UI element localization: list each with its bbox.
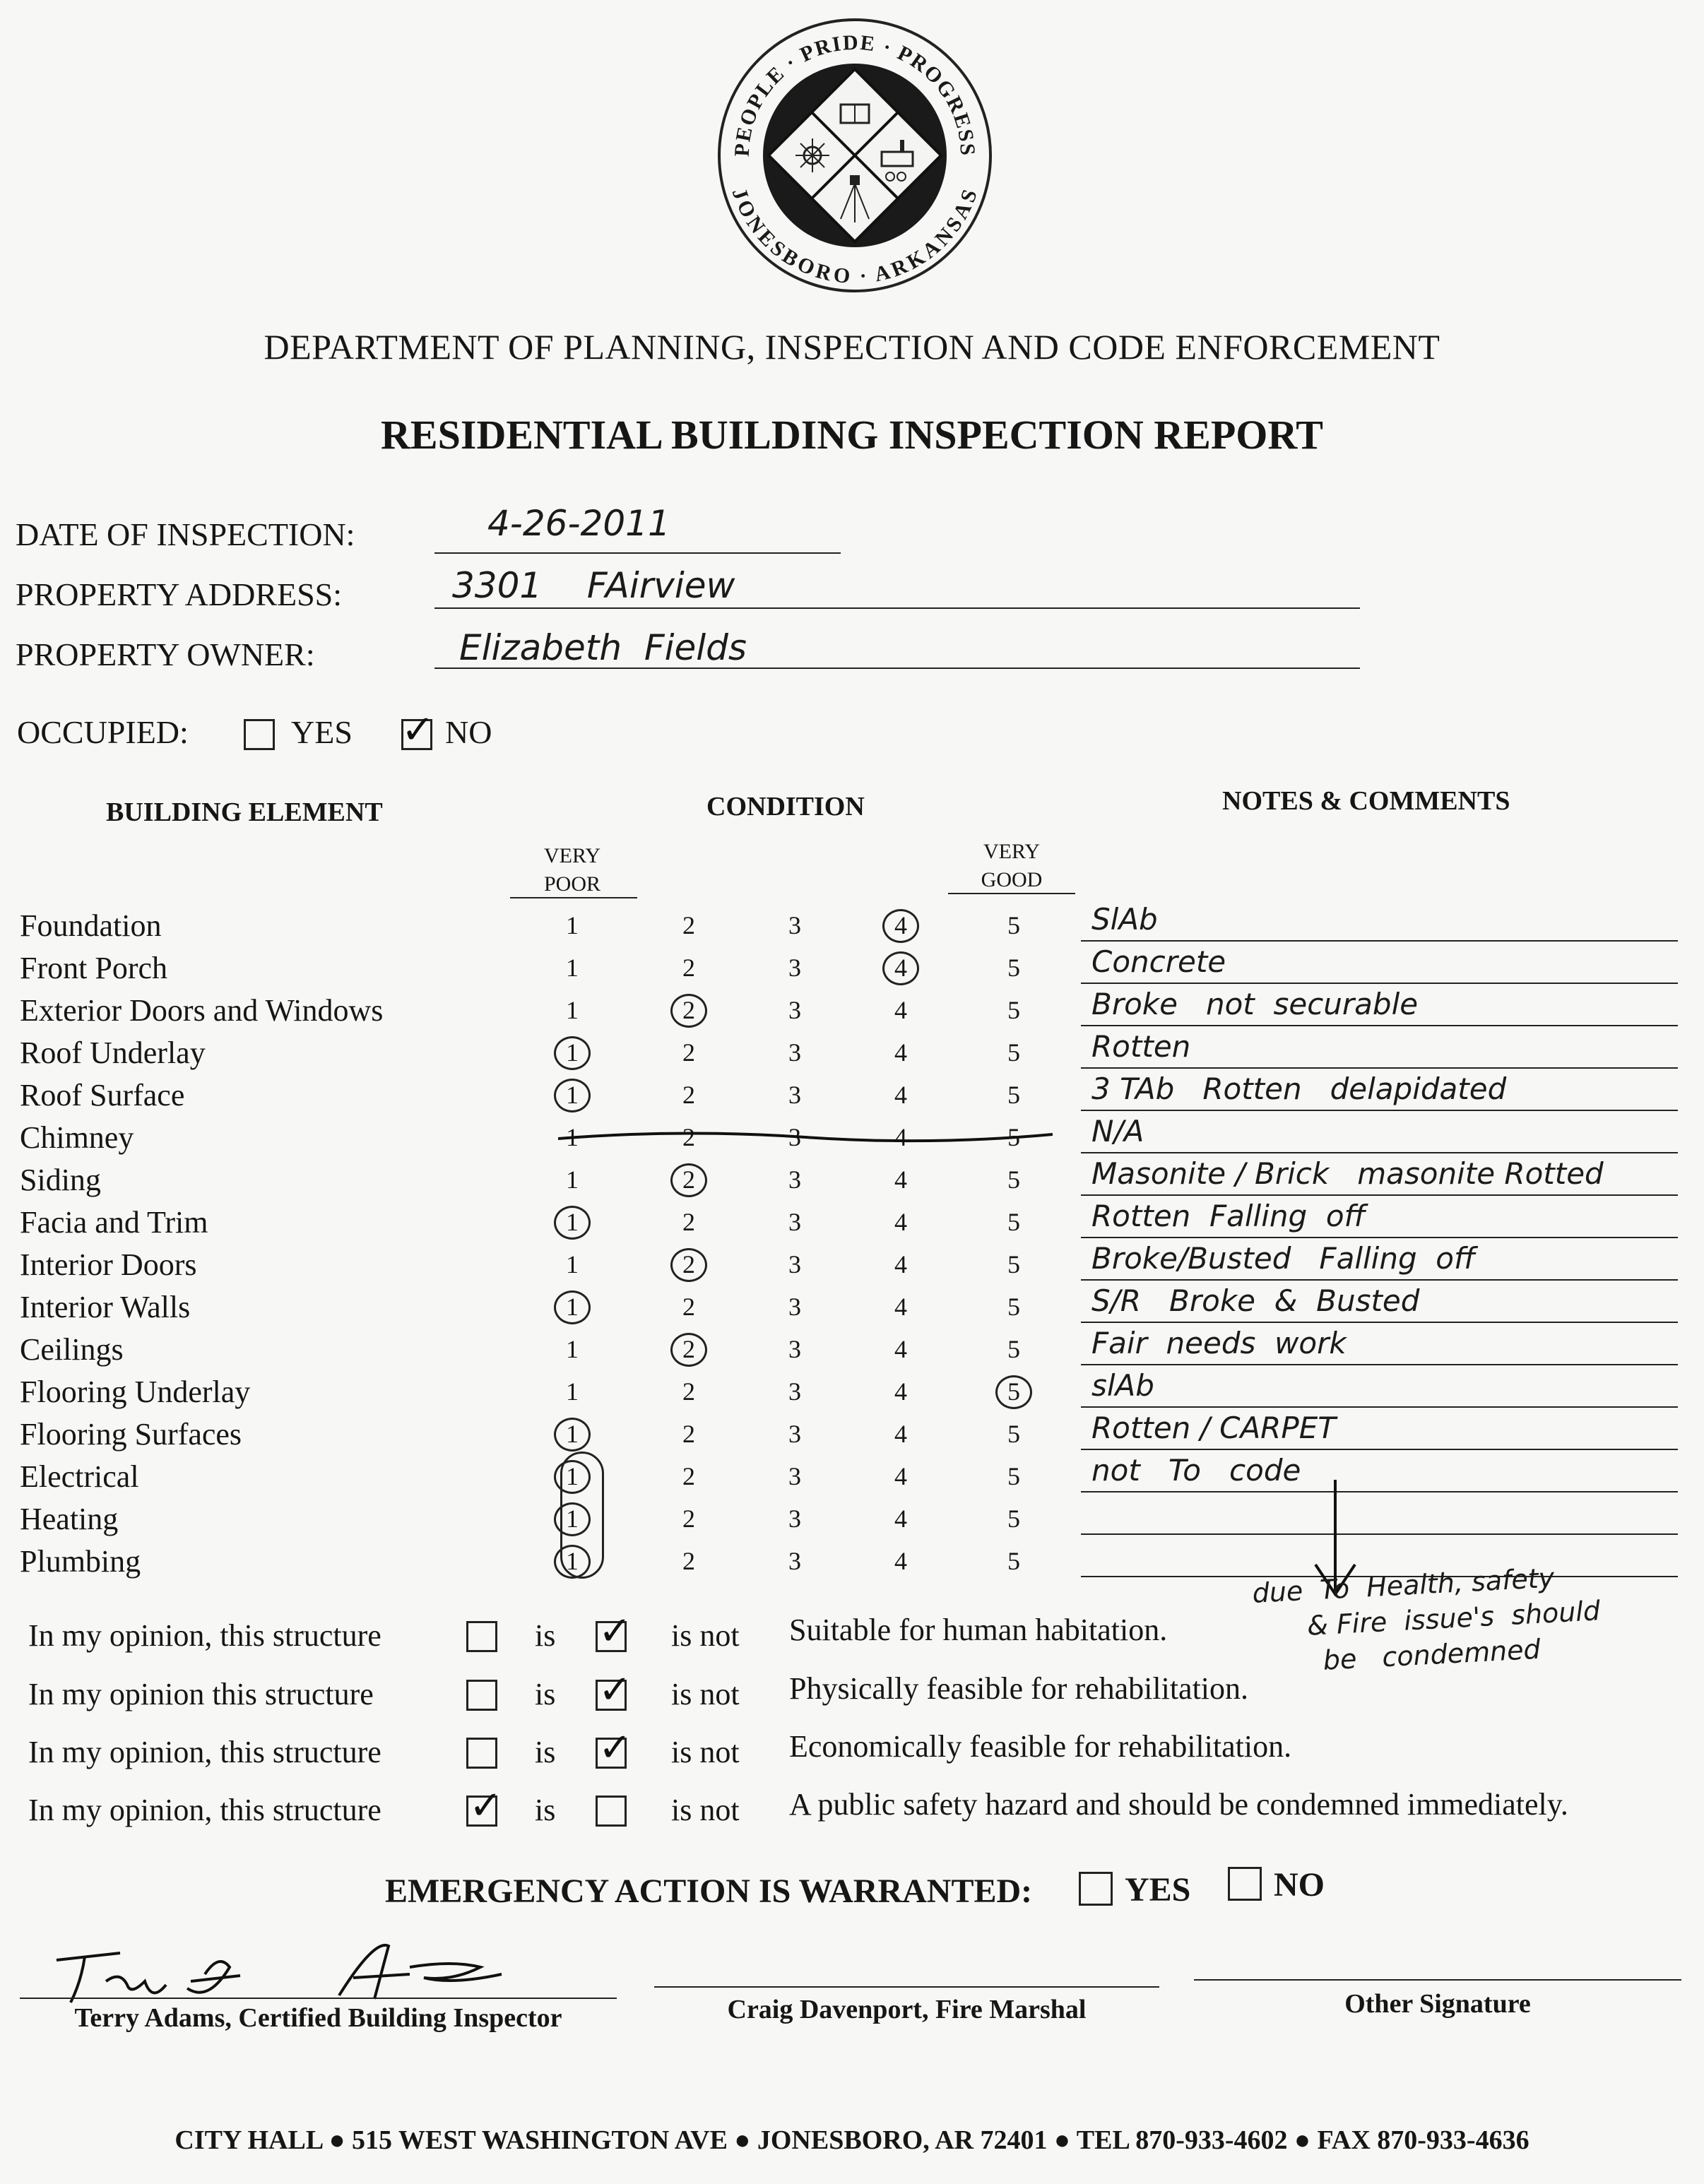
selected-rating-circle [670,1248,707,1282]
emergency-yes-checkbox[interactable] [1079,1872,1113,1906]
rating-option-roof-surface-2[interactable]: 2 [682,1081,695,1109]
rating-option-heating-4[interactable]: 4 [894,1505,907,1533]
rating-option-chimney-3[interactable]: 3 [788,1123,801,1151]
rating-option-interior-doors-2[interactable]: 2 [682,1250,695,1278]
rating-option-plumbing-3[interactable]: 3 [788,1547,801,1575]
element-label-roof-surface: Roof Surface [20,1078,185,1112]
rating-option-foundation-5[interactable]: 5 [1007,911,1020,939]
opinion-is-not-checkbox[interactable] [596,1796,627,1827]
rating-option-heating-1[interactable]: 1 [566,1505,579,1533]
date-underline [434,552,841,554]
element-label-chimney: Chimney [20,1120,134,1155]
element-label-plumbing: Plumbing [20,1544,141,1579]
rating-option-roof-surface-3[interactable]: 3 [788,1081,801,1109]
rating-option-flooring-underlay-5[interactable]: 5 [1007,1377,1020,1406]
note-underline [1081,1491,1678,1492]
rating-option-electrical-3[interactable]: 3 [788,1462,801,1490]
rating-bracket-oval [560,1452,604,1579]
condemn-side-note: due To Health, safety & Fire issue's should be condemned [1251,1562,1602,1676]
emergency-no-checkbox[interactable] [1228,1867,1262,1901]
date-label: DATE OF INSPECTION: [16,516,355,552]
rating-option-siding-1[interactable]: 1 [566,1165,579,1194]
rating-option-roof-underlay-2[interactable]: 2 [682,1038,695,1067]
rating-option-ceilings-2[interactable]: 2 [682,1335,695,1363]
rating-option-foundation-1[interactable]: 1 [566,911,579,939]
element-label-electrical: Electrical [20,1459,139,1494]
note-chimney[interactable]: N/A [1091,1114,1144,1149]
seal-top-text: PEOPLE · PRIDE · PROGRESS [730,30,980,158]
rating-option-plumbing-4[interactable]: 4 [894,1547,907,1575]
note-foundation[interactable]: SlAb [1091,902,1158,937]
rating-option-interior-doors-5[interactable]: 5 [1007,1250,1020,1278]
seal-bottom-text: JONESBORO · ARKANSAS [727,185,983,289]
note-electrical[interactable]: not To code [1091,1453,1301,1488]
rating-option-interior-walls-2[interactable]: 2 [682,1293,695,1321]
opinion-is-checkbox[interactable] [466,1738,497,1769]
opinion-is-not-label: is not [671,1793,740,1827]
rating-option-plumbing-2[interactable]: 2 [682,1547,695,1575]
opinion-is-label: is [535,1793,556,1827]
rating-option-plumbing-5[interactable]: 5 [1007,1547,1020,1575]
rating-option-chimney-4[interactable]: 4 [894,1123,907,1151]
rating-option-front-porch-4[interactable]: 4 [894,954,907,982]
selected-rating-circle [554,1290,591,1324]
selected-rating-circle [554,1079,591,1112]
address-underline [434,607,1360,609]
note-roof-underlay[interactable]: Rotten [1091,1029,1191,1064]
very-poor-underline [510,897,637,898]
note-underline [1081,1237,1678,1238]
emergency-label: EMERGENCY ACTION IS WARRANTED: [385,1873,1033,1910]
note-front-porch[interactable]: Concrete [1091,944,1226,979]
opinion-prefix: In my opinion, this structure [28,1735,381,1769]
rating-option-siding-2[interactable]: 2 [682,1165,695,1194]
address-label: PROPERTY ADDRESS: [16,576,343,612]
rating-option-front-porch-2[interactable]: 2 [682,954,695,982]
selected-rating-circle [670,994,707,1028]
rating-option-exterior-doors-and-windows-3[interactable]: 3 [788,996,801,1024]
building-element-heading: BUILDING ELEMENT [106,797,383,827]
element-label-facia-and-trim: Facia and Trim [20,1205,208,1240]
fire-marshal-signature-label: Craig Davenport, Fire Marshal [727,1995,1087,2024]
rating-option-roof-underlay-3[interactable]: 3 [788,1038,801,1067]
rating-option-ceilings-5[interactable]: 5 [1007,1335,1020,1363]
rating-option-roof-underlay-4[interactable]: 4 [894,1038,907,1067]
note-roof-surface[interactable]: 3 TAb Rotten delapidated [1091,1072,1507,1106]
note-underline [1081,940,1678,942]
rating-option-plumbing-1[interactable]: 1 [566,1547,579,1575]
note-siding[interactable]: Masonite / Brick masonite Rotted [1091,1156,1604,1191]
city-hall-footer: CITY HALL ● 515 WEST WASHINGTON AVE ● JONESBORO, AR 72401 ● TEL 870-933-4602 ● FAX 870-933-4636 [174,2125,1530,2155]
occupied-yes-label: YES [291,714,353,750]
note-facia-and-trim[interactable]: Rotten Falling off [1091,1199,1366,1233]
opinion-checkmark-icon: ✓ [598,1726,632,1770]
rating-option-siding-4[interactable]: 4 [894,1165,907,1194]
rating-option-interior-walls-3[interactable]: 3 [788,1293,801,1321]
rating-option-facia-and-trim-3[interactable]: 3 [788,1208,801,1236]
opinion-is-not-label: is not [671,1618,740,1653]
other-signature-label: Other Signature [1344,1989,1531,2019]
rating-option-exterior-doors-and-windows-5[interactable]: 5 [1007,996,1020,1024]
opinion-is-checkbox[interactable] [466,1680,497,1711]
occupied-no-checkmark-icon: ✓ [401,708,434,752]
opinion-is-not-label: is not [671,1677,740,1711]
rating-option-roof-surface-5[interactable]: 5 [1007,1081,1020,1109]
chimney-strike-line [558,1123,1053,1151]
note-underline [1081,1194,1678,1196]
very-poor-label: VERY POOR [543,844,601,896]
rating-option-chimney-2[interactable]: 2 [682,1123,695,1151]
rating-option-facia-and-trim-1[interactable]: 1 [566,1208,579,1236]
rating-option-flooring-surfaces-3[interactable]: 3 [788,1420,801,1448]
rating-option-roof-surface-1[interactable]: 1 [566,1081,579,1109]
rating-option-ceilings-1[interactable]: 1 [566,1335,579,1363]
rating-option-exterior-doors-and-windows-1[interactable]: 1 [566,996,579,1024]
rating-option-siding-5[interactable]: 5 [1007,1165,1020,1194]
occupied-no-label: NO [445,714,492,750]
rating-option-flooring-surfaces-2[interactable]: 2 [682,1420,695,1448]
opinion-statement: Suitable for human habitation. [789,1613,1168,1647]
rating-option-heating-2[interactable]: 2 [682,1505,695,1533]
rating-option-flooring-underlay-3[interactable]: 3 [788,1377,801,1406]
element-label-foundation: Foundation [20,908,162,943]
inspector-signature-label: Terry Adams, Certified Building Inspector [74,2003,562,2033]
rating-option-front-porch-3[interactable]: 3 [788,954,801,982]
rating-option-foundation-3[interactable]: 3 [788,911,801,939]
note-underline [1081,1449,1678,1450]
rating-option-interior-walls-4[interactable]: 4 [894,1293,907,1321]
opinion-checkmark-icon: ✓ [598,1610,632,1654]
rating-option-foundation-2[interactable]: 2 [682,911,695,939]
opinion-is-checkbox[interactable] [466,1621,497,1652]
rating-option-foundation-4[interactable]: 4 [894,911,907,939]
opinion-is-label: is [535,1677,556,1711]
selected-rating-circle [554,1206,591,1240]
selected-rating-circle [554,1036,591,1070]
element-label-flooring-underlay: Flooring Underlay [20,1375,251,1409]
very-good-underline [948,893,1075,894]
rating-option-electrical-1[interactable]: 1 [566,1462,579,1490]
date-value[interactable]: 4-26-2011 [487,503,670,544]
selected-rating-circle [554,1418,591,1452]
element-label-roof-underlay: Roof Underlay [20,1035,206,1070]
rating-option-roof-underlay-1[interactable]: 1 [566,1038,579,1067]
rating-option-exterior-doors-and-windows-4[interactable]: 4 [894,996,907,1024]
rating-option-siding-3[interactable]: 3 [788,1165,801,1194]
rating-option-interior-doors-1[interactable]: 1 [566,1250,579,1278]
selected-rating-circle [995,1375,1032,1409]
element-label-front-porch: Front Porch [20,951,167,985]
note-underline [1081,1067,1678,1069]
rating-option-electrical-2[interactable]: 2 [682,1462,695,1490]
note-interior-walls[interactable]: S/R Broke & Busted [1091,1283,1420,1318]
element-label-interior-walls: Interior Walls [20,1290,191,1324]
note-underline [1081,1364,1678,1365]
rating-option-roof-surface-4[interactable]: 4 [894,1081,907,1109]
notes-heading: NOTES & COMMENTS [1222,786,1510,816]
selected-rating-circle [670,1333,707,1367]
city-seal-logo [714,14,996,297]
department-heading: DEPARTMENT OF PLANNING, INSPECTION AND CODE ENFORCEMENT [264,327,1440,367]
selected-rating-circle [882,951,919,985]
occupied-label: OCCUPIED: [17,714,189,750]
rating-option-interior-doors-3[interactable]: 3 [788,1250,801,1278]
selected-rating-circle [670,1163,707,1197]
rating-option-flooring-underlay-4[interactable]: 4 [894,1377,907,1406]
rating-option-flooring-surfaces-4[interactable]: 4 [894,1420,907,1448]
rating-option-heating-3[interactable]: 3 [788,1505,801,1533]
rating-option-facia-and-trim-5[interactable]: 5 [1007,1208,1020,1236]
note-underline [1081,1152,1678,1153]
rating-option-ceilings-4[interactable]: 4 [894,1335,907,1363]
rating-option-roof-underlay-5[interactable]: 5 [1007,1038,1020,1067]
rating-option-interior-walls-5[interactable]: 5 [1007,1293,1020,1321]
emergency-no-label: NO [1274,1866,1325,1904]
very-good-label: VERY GOOD [981,840,1043,891]
opinion-checkmark-icon: ✓ [469,1784,502,1828]
rating-option-interior-doors-4[interactable]: 4 [894,1250,907,1278]
rating-option-flooring-underlay-2[interactable]: 2 [682,1377,695,1406]
rating-option-electrical-4[interactable]: 4 [894,1462,907,1490]
opinion-statement: Physically feasible for rehabilitation. [789,1671,1249,1706]
rating-option-facia-and-trim-4[interactable]: 4 [894,1208,907,1236]
opinion-is-label: is [535,1618,556,1653]
opinion-checkmark-icon: ✓ [598,1668,632,1712]
note-underline [1081,1025,1678,1026]
emergency-yes-label: YES [1125,1871,1191,1909]
owner-label: PROPERTY OWNER: [16,636,315,672]
element-label-exterior-doors-and-windows: Exterior Doors and Windows [20,993,384,1028]
note-flooring-underlay[interactable]: slAb [1091,1368,1154,1403]
rating-option-front-porch-5[interactable]: 5 [1007,954,1020,982]
note-underline [1081,1406,1678,1408]
rating-option-exterior-doors-and-windows-2[interactable]: 2 [682,996,695,1024]
rating-option-electrical-5[interactable]: 5 [1007,1462,1020,1490]
rating-option-chimney-5[interactable]: 5 [1007,1123,1020,1151]
note-underline [1081,1533,1678,1535]
rating-option-facia-and-trim-2[interactable]: 2 [682,1208,695,1236]
note-underline [1081,1279,1678,1281]
opinion-prefix: In my opinion this structure [28,1677,374,1711]
rating-option-ceilings-3[interactable]: 3 [788,1335,801,1363]
note-ceilings[interactable]: Fair needs work [1091,1326,1347,1360]
rating-option-interior-walls-1[interactable]: 1 [566,1293,579,1321]
note-interior-doors[interactable]: Broke/Busted Falling off [1091,1241,1476,1276]
owner-value[interactable]: Elizabeth Fields [459,627,747,668]
note-underline [1081,983,1678,984]
note-exterior-doors-and-windows[interactable]: Broke not securable [1091,987,1419,1021]
note-underline [1081,1322,1678,1323]
rating-option-chimney-1[interactable]: 1 [566,1123,579,1151]
other-signature-line [1194,1979,1681,1981]
fire-marshal-signature-line [654,1986,1159,1988]
selected-rating-circle [882,909,919,943]
element-label-flooring-surfaces: Flooring Surfaces [20,1417,242,1452]
element-label-ceilings: Ceilings [20,1332,124,1367]
note-underline [1081,1110,1678,1111]
rating-option-heating-5[interactable]: 5 [1007,1505,1020,1533]
opinion-is-label: is [535,1735,556,1769]
element-label-interior-doors: Interior Doors [20,1247,197,1282]
element-label-siding: Siding [20,1163,101,1197]
condition-heading: CONDITION [706,792,865,821]
rating-option-front-porch-1[interactable]: 1 [566,954,579,982]
rating-option-flooring-underlay-1[interactable]: 1 [566,1377,579,1406]
inspector-signature-line [20,1998,617,1999]
report-title: RESIDENTIAL BUILDING INSPECTION REPORT [381,412,1323,458]
address-value[interactable]: 3301 FAirview [452,565,735,606]
opinion-statement: A public safety hazard and should be condemned immediately. [789,1787,1568,1822]
element-label-heating: Heating [20,1502,119,1536]
rating-option-flooring-surfaces-5[interactable]: 5 [1007,1420,1020,1448]
opinion-prefix: In my opinion, this structure [28,1793,381,1827]
opinion-statement: Economically feasible for rehabilitation. [789,1729,1292,1764]
occupied-yes-checkbox[interactable] [244,719,275,750]
opinion-prefix: In my opinion, this structure [28,1618,381,1653]
rating-option-flooring-surfaces-1[interactable]: 1 [566,1420,579,1448]
note-flooring-surfaces[interactable]: Rotten / CARPET [1091,1411,1336,1445]
opinion-is-not-label: is not [671,1735,740,1769]
